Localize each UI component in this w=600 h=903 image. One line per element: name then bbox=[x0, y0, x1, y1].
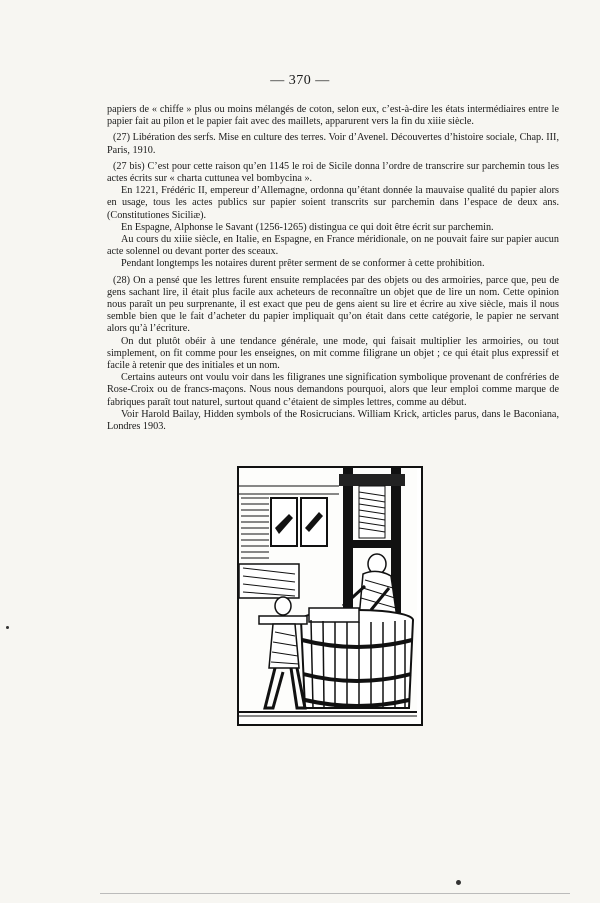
paragraph-mode: On dut plutôt obéir à une tendance générale, une mode, qui faisait multiplier les armoiries, ou tout simplement, on fit comme pour les enseignes, on mit comme filigrane un objet ; ce qui était plus expressif et facile à retenir que des initiales et un nom. bbox=[107, 335, 559, 372]
footnote-27-bis: (27 bis) C’est pour cette raison qu’en 1145 le roi de Sicile donna l’ordre de transcrire sur parchemin tous les actes écrits sur « charta cuttunea vel bombycina ». bbox=[107, 160, 559, 185]
paragraph-notaires: Pendant longtemps les notaires durent prêter serment de se conformer à cette prohibition. bbox=[121, 258, 485, 270]
scan-artifact-mark bbox=[6, 626, 9, 629]
paragraph-rose-croix: Certains auteurs ont voulu voir dans les filigranes une signification symbolique provenant de confréries de Rose-Croix ou de francs-maçons. Nous nous demandons pourquoi, alors que leur emploi comme marque de fabriques paraît tout naturel, surtout quand c’étaient de simples lettres, comme au début. bbox=[107, 372, 559, 408]
paragraph-reference: Voir Harold Bailay, Hidden symbols of the Rosicrucians. William Krick, articles parus, dans le Baconiana, Londres 1903. bbox=[107, 408, 559, 433]
body-text bbox=[107, 104, 559, 433]
papermaker-woodcut-illustration bbox=[237, 466, 423, 726]
footnote-27: (27) Libération des serfs. Mise en culture des terres. Voir d’Avenel. Découvertes d’histoire sociale, Chap. III, Paris, 1910. bbox=[107, 132, 559, 156]
scan-artifact-dot bbox=[456, 880, 461, 885]
paragraph-frederic: En 1221, Frédéric II, empereur d’Allemagne, ordonna qu’étant donnée la mauvaise qualité du papier alors en usage, tous les actes publics sur papier soient transcrits sur parchemin dans l’espace de deux ans. (Constitutiones Siciliæ). bbox=[107, 185, 559, 221]
paragraph-espagne: En Espagne, Alphonse le Savant (1256-1265) distingua ce qui doit être écrit sur parchemin. bbox=[121, 221, 494, 233]
paragraph-continued: papiers de « chiffe » plus ou moins mélangés de coton, selon eux, c’est-à-dire les états intermédiaires entre le papier fait au pilon et le papier fait avec des maillets, apparurent vers la fin du xiiie siècle. bbox=[107, 104, 559, 128]
footnote-28: (28) On a pensé que les lettres furent ensuite remplacées par des objets ou des armoiries, parce que, peu de gens sachant lire, il était plus facile aux acheteurs de reconnaître un objet que de lire un nom. Cette opinion nous paraît un peu surprenante, il est exact que peu de gens aient su lire et écrire au xive siècle, mais il nous semble bien que le fait d’acheter du papier impliquait qu’on était dans cette catégorie, le papier ne servant alors qu’à l’écriture. bbox=[107, 274, 559, 335]
page-number: — 370 — bbox=[270, 73, 330, 88]
paragraph-xiiie: Au cours du xiiie siècle, en Italie, en Espagne, en France méridionale, on ne pouvait faire sur papier aucun acte solennel ou devant porter des sceaux. bbox=[107, 234, 559, 258]
bottom-rule bbox=[100, 893, 570, 894]
